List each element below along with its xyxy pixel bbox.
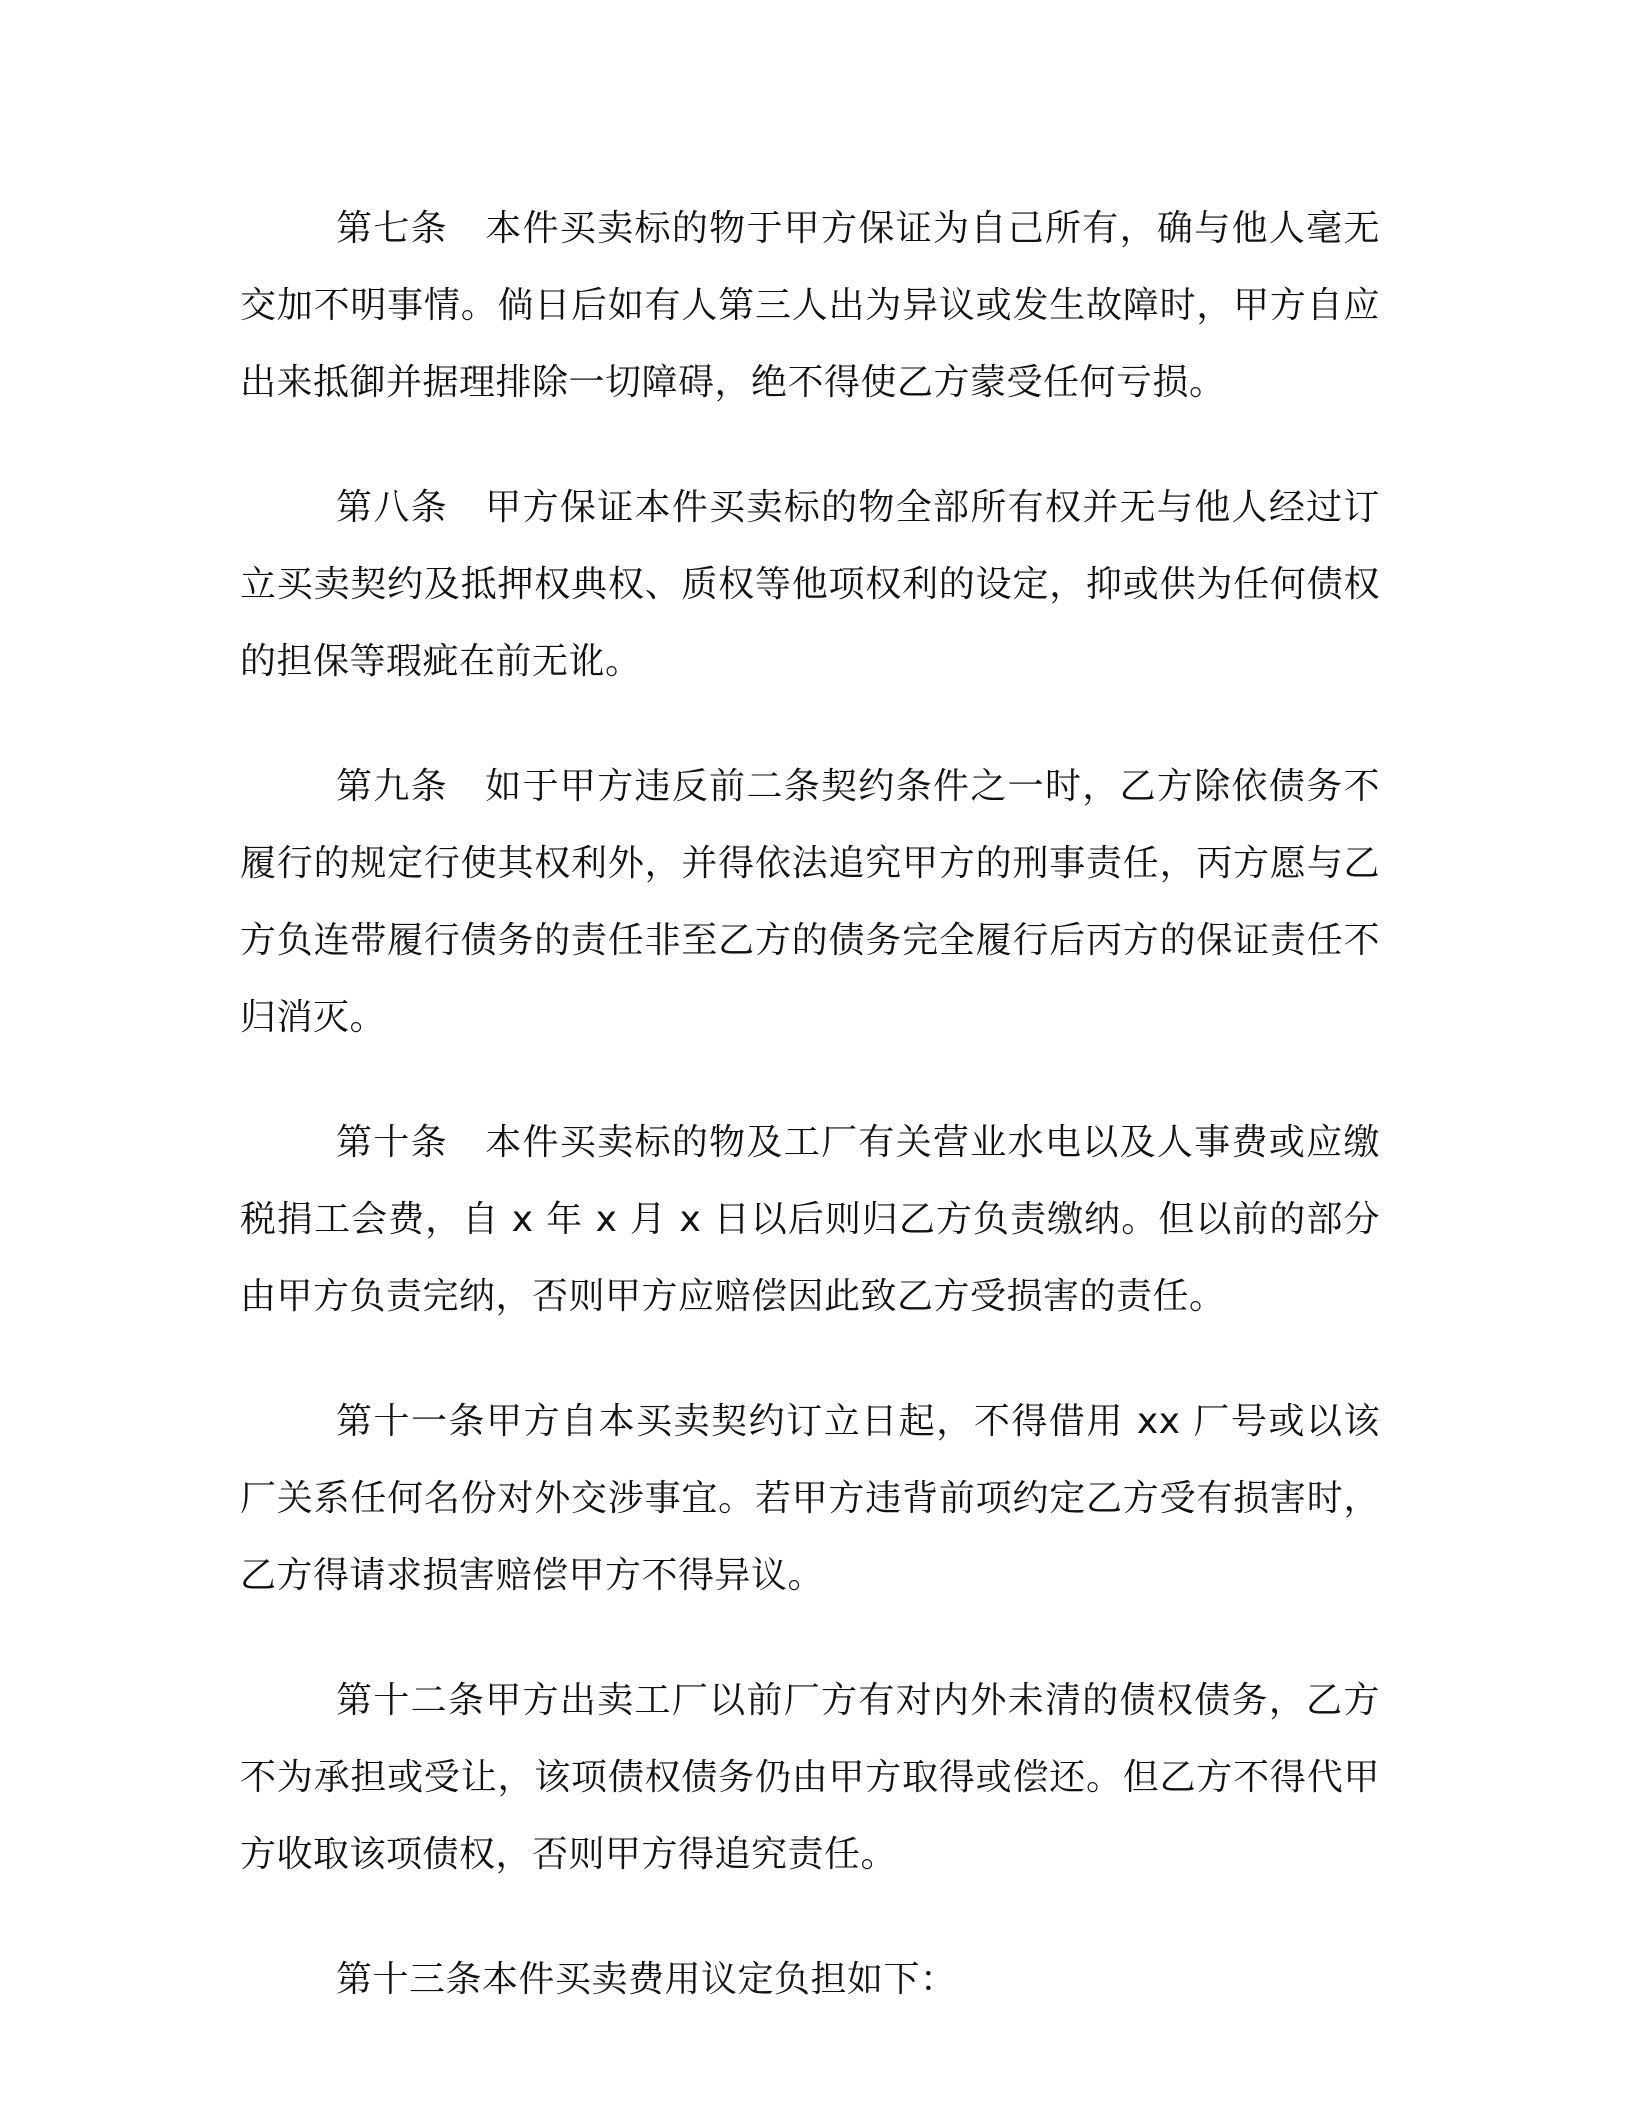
article-13-paragraph: 第十三条本件买卖费用议定负担如下：	[336, 1959, 957, 2000]
article-7-paragraph: 第七条 本件买卖标的物于甲方保证为自己所有，确与他人毫无交加不明事情。倘日后如有人第三人出为异议或发生故障时，甲方自应出来抵御并据理排除一切障碍，绝不得使乙方蒙受任何亏损。	[240, 208, 1380, 403]
article-9-paragraph: 第九条 如于甲方违反前二条契约条件之一时，乙方除依债务不履行的规定行使其权利外，并得依法追究甲方的刑事责任，丙方愿与乙方负连带履行债务的责任非至乙方的债务完全履行后丙方的保证责任不归消灭。	[240, 766, 1380, 1038]
article-8-paragraph: 第八条 甲方保证本件买卖标的物全部所有权并无与他人经过订立买卖契约及抵押权典权、质权等他项权利的设定，抑或供为任何债权的担保等瑕疵在前无讹。	[240, 487, 1380, 682]
article-11-paragraph: 第十一条甲方自本买卖契约订立日起，不得借用 xx 厂号或以该厂关系任何名份对外交涉事宜。若甲方违背前项约定乙方受有损害时，乙方得请求损害赔偿甲方不得异议。	[240, 1401, 1380, 1596]
article-10-paragraph: 第十条 本件买卖标的物及工厂有关营业水电以及人事费或应缴税捐工会费，自 x 年 x 月 x 日以后则归乙方负责缴纳。但以前的部分由甲方负责完纳，否则甲方应赔偿因此致乙方受损害的责任。	[240, 1122, 1380, 1317]
article-12-paragraph: 第十二条甲方出卖工厂以前厂方有对内外未清的债权债务，乙方不为承担或受让，该项债权债务仍由甲方取得或偿还。但乙方不得代甲方收取该项债权，否则甲方得追究责任。	[240, 1680, 1380, 1875]
document-body	[240, 190, 1380, 2066]
